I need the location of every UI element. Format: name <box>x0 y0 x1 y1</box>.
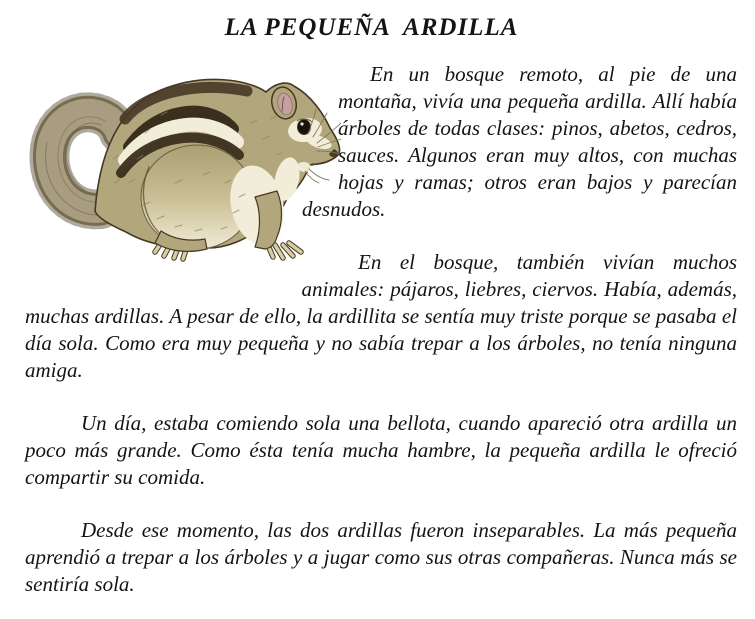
squirrel-illustration <box>25 63 341 275</box>
squirrel-front-leg <box>255 191 301 258</box>
story-paragraph-2: En el bosque, también vivían muchos animales: pájaros, liebres, ciervos. Había, además, muchas ardillas. A pesar de ello, la ardillita se sentía muy triste porque se pasaba el día sola. Como era muy pequeña y no sabía trepar a los árboles, no tenía ninguna amiga. <box>25 249 737 382</box>
story-content <box>0 61 755 598</box>
page-title: LA PEQUEÑA ARDILLA <box>224 14 519 41</box>
story-paragraph-4: Desde ese momento, las dos ardillas fueron inseparables. La más pequeña aprendió a trepar a los árboles y a jugar como sus otras compañeras. Nunca más se sentiría sola. <box>25 517 737 596</box>
squirrel-illustration-svg <box>25 63 341 275</box>
story-paragraph-3: Un día, estaba comiendo sola una bellota, cuando apareció otra ardilla un poco más grande. Como ésta tenía mucha hambre, la pequeña ardilla le ofreció compartir su comida. <box>25 410 737 489</box>
chipmunk-drawing <box>46 79 341 259</box>
story-paragraph-1: En un bosque remoto, al pie de una montaña, vivía una pequeña ardilla. Allí había árboles de todas clases: pinos, abetos, cedros, sauces. Algunos eran muy altos, con muchas hojas y ramas; otros eran bajos y parecían desnudos. <box>302 61 737 221</box>
